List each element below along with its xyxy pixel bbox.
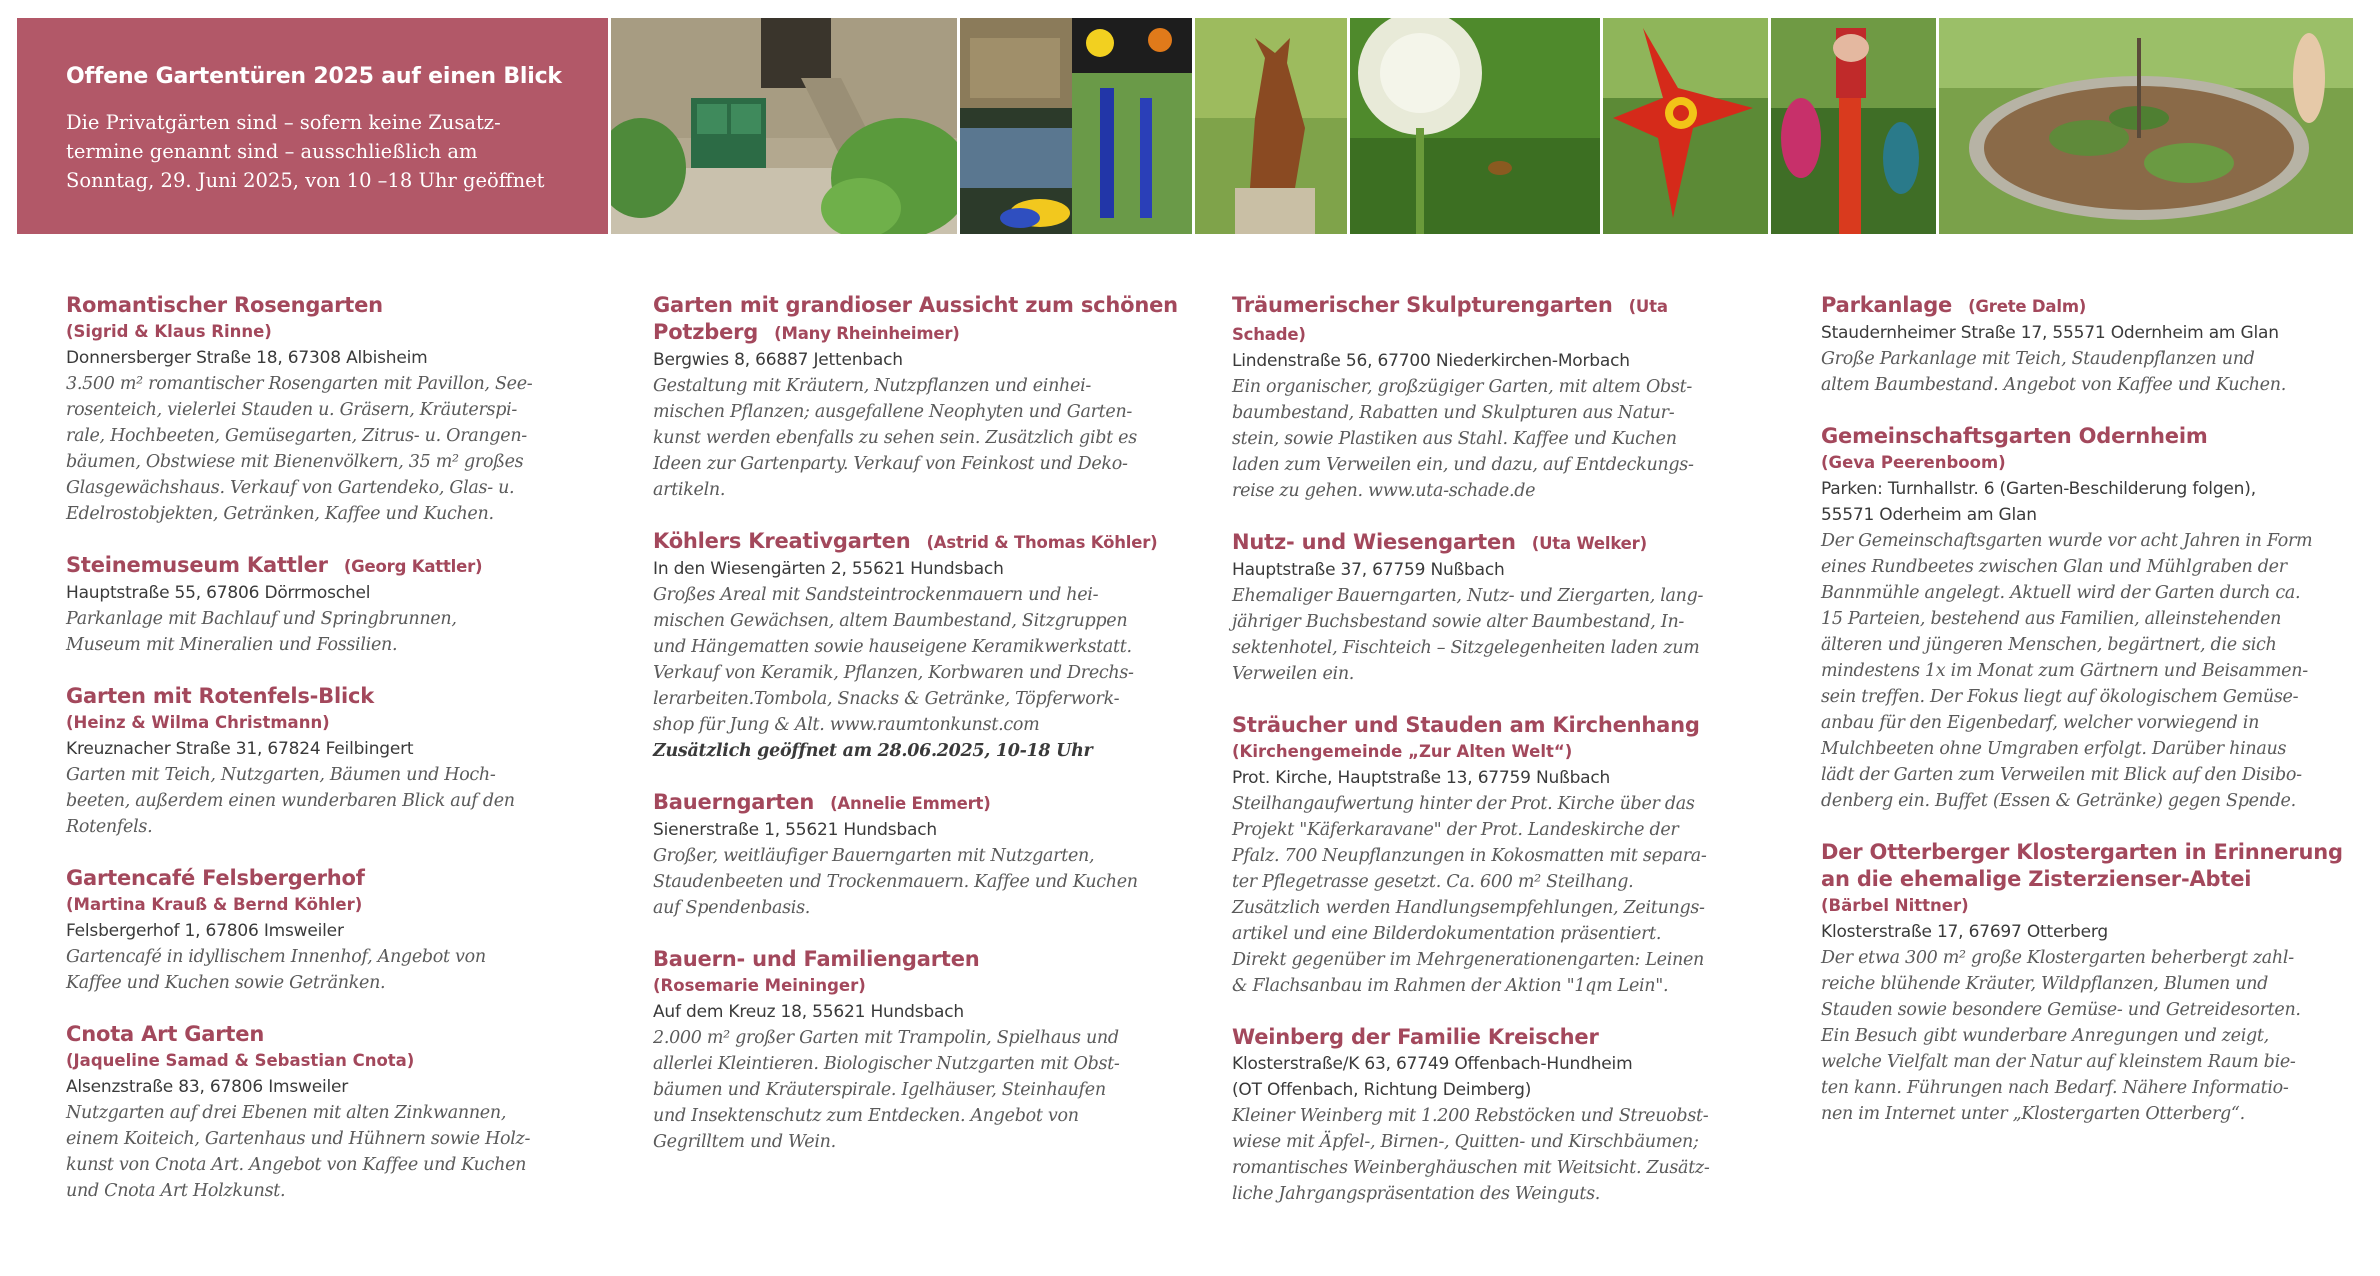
garden-description: 3.500 m² romantischer Rosengarten mit Pavillon, See- rosenteich, vielerlei Stauden u. Gräsern, Kräuterspi- rale, Hochbeeten, Gemüsegarten, Zitrus- u. Orangen- bäumen, Obstwiese mit Bienenvölkern, 35 m² großes Glasgewächshaus. Verkauf von Gartendeko, Glas- u. Edelrostobjekten, Getränken, Kaffee und Kuchen.	[66, 374, 533, 524]
garden-owner: (Rosemarie Meininger)	[653, 976, 866, 995]
garden-description: Der etwa 300 m² große Klostergarten beherbergt zahl- reiche blühende Kräuter, Wildpflanzen, Blumen und Stauden sowie besondere Gemüse- und Getreidesorten. Ein Besuch gibt wunderbare Anregungen und zeigt, welche Vielfalt man der Natur auf kleinstem Raum bie- ten kann. Führungen nach Bedarf. Nähere Informatio- nen im Internet unter „Klostergarten Otterberg“.	[1821, 948, 2301, 1124]
garden-entry	[1232, 1024, 1742, 1207]
subtitle-line: Die Privatgärten sind – sofern keine Zusatz-	[66, 111, 501, 134]
garden-description: Ehemaliger Bauerngarten, Nutz- und Ziergarten, lang- jähriger Buchsbestand sowie alter Baumbestand, In- sektenhotel, Fischteich – Sitzgelegenheiten laden zum Verweilen ein.	[1232, 586, 1704, 684]
garden-entry	[1232, 292, 1742, 504]
garden-entry	[66, 865, 566, 996]
garden-title: Köhlers Kreativgarten (Astrid & Thomas Köhler)	[653, 529, 1158, 553]
garden-title: Romantischer Rosengarten	[66, 293, 383, 317]
garden-address: Auf dem Kreuz 18, 55621 Hundsbach	[653, 1002, 964, 1022]
garden-column-1	[66, 292, 566, 1229]
garden-entry	[1821, 292, 2341, 398]
garden-entry	[653, 528, 1173, 764]
garden-column-2	[653, 292, 1178, 1180]
garden-title: Parkanlage (Grete Dalm)	[1821, 293, 2087, 317]
photo-stone-house	[611, 18, 957, 234]
photo-strip	[608, 18, 2363, 234]
garden-entry	[1821, 423, 2341, 814]
garden-address: Parken: Turnhallstr. 6 (Garten-Beschilderung folgen), 55571 Oderheim am Glan	[1821, 479, 2256, 525]
photo-pond-collage	[960, 18, 1192, 234]
garden-entry	[1232, 529, 1742, 687]
garden-owner: (Heinz & Wilma Christmann)	[66, 713, 330, 732]
garden-description: Großer, weitläufiger Bauerngarten mit Nutzgarten, Staudenbeeten und Trockenmauern. Kaffee und Kuchen auf Spendenbasis.	[653, 846, 1138, 918]
garden-description: Kleiner Weinberg mit 1.200 Rebstöcken und Streuobst- wiese mit Äpfel-, Birnen-, Quitten- und Kirschbäumen; romantisches Weinberghäuschen mit Weitsicht. Zusätz- liche Jahrgangspräsentation des Weinguts.	[1232, 1106, 1710, 1204]
opening-hours-note	[66, 108, 578, 195]
garden-entry	[653, 946, 1173, 1155]
garden-description: Parkanlage mit Bachlauf und Springbrunnen, Museum mit Mineralien und Fossilien.	[66, 609, 457, 655]
garden-description: Ein organischer, großzügiger Garten, mit altem Obst- baumbestand, Rabatten und Skulpturen aus Natur- stein, sowie Plastiken aus Stahl. Kaffee und Kuchen laden zum Verweilen ein, und dazu, auf Entdeckungs- reise zu gehen. www.uta-schade.de	[1232, 377, 1694, 501]
garden-column-4	[1821, 292, 2341, 1152]
garden-entry	[653, 292, 1178, 503]
garden-owner: (Annelie Emmert)	[830, 794, 991, 813]
subtitle-line: termine genannt sind – ausschließlich am	[66, 140, 478, 163]
garden-description: Der Gemeinschaftsgarten wurde vor acht Jahren in Form eines Rundbeetes zwischen Glan und Mühlgraben der Bannmühle angelegt. Aktuell wird der Garten durch ca. 15 Parteien, bestehend aus Familien, alleinstehenden älteren und jüngeren Menschen, begärtnert, die sich mindestens 1x im Monat zum Gärtnern und Beisammen- sein treffen. Der Fokus liegt auf ökologischem Gemüse- anbau für den Eigenbedarf, welcher vorwiegend in Mulchbeeten ohne Umgraben erfolgt. Darüber hinaus lädt der Garten zum Verweilen mit Blick auf den Disibo- denberg ein. Buffet (Essen & Getränke) gegen Spende.	[1821, 531, 2313, 811]
garden-address: Bergwies 8, 66887 Jettenbach	[653, 350, 903, 370]
photo-round-garden-bed	[1939, 18, 2353, 234]
garden-address: Felsbergerhof 1, 67806 Imsweiler	[66, 921, 344, 941]
photo-red-sculpture	[1603, 18, 1768, 234]
garden-title: Bauern- und Familiengarten	[653, 947, 980, 971]
garden-title: Nutz- und Wiesengarten (Uta Welker)	[1232, 530, 1647, 554]
garden-address: In den Wiesengärten 2, 55621 Hundsbach	[653, 559, 1004, 579]
garden-address: Hauptstraße 37, 67759 Nußbach	[1232, 560, 1505, 580]
garden-title: Träumerischer Skulpturengarten (Uta Schade)	[1232, 293, 1668, 344]
garden-entry	[1821, 839, 2341, 1127]
garden-description: Gartencafé in idyllischem Innenhof, Angebot von Kaffee und Kuchen sowie Getränken.	[66, 947, 486, 993]
garden-title: Steinemuseum Kattler (Georg Kattler)	[66, 553, 483, 577]
garden-owner: (Astrid & Thomas Köhler)	[926, 533, 1158, 552]
subtitle-line: Sonntag, 29. Juni 2025, von 10 –18 Uhr geöffnet	[66, 169, 545, 192]
garden-title: Bauerngarten (Annelie Emmert)	[653, 790, 991, 814]
photo-figure-sculpture	[1771, 18, 1936, 234]
garden-description: Großes Areal mit Sandsteintrockenmauern und hei- mischen Gewächsen, altem Baumbestand, Sitzgruppen und Hängematten sowie hauseigene Keramikwerkstatt. Verkauf von Keramik, Pflanzen, Korbwaren und Drechs- lerarbeiten.Tombola, Snacks & Getränke, Töpferwork- shop für Jung & Alt. www.raumtonkunst.com	[653, 585, 1134, 735]
garden-entry	[66, 1021, 566, 1204]
garden-owner: (Georg Kattler)	[343, 557, 483, 576]
garden-owner: (Uta Welker)	[1531, 534, 1647, 553]
garden-address: Hauptstraße 55, 67806 Dörrmoschel	[66, 583, 371, 603]
garden-description: Steilhangaufwertung hinter der Prot. Kirche über das Projekt "Käferkaravane" der Prot. Landeskirche der Pfalz. 700 Neupflanzungen in Kokosmatten mit separa- ter Pflegetrasse gesetzt. Ca. 600 m² Steilhang. Zusätzlich werden Handlungsempfehlungen, Zeitungs- artikel und eine Bilderdokumentation präsentiert. Direkt gegenüber im Mehrgenerationengarten: Leinen & Flachsanbau im Rahmen der Aktion "1qm Lein".	[1232, 794, 1707, 996]
garden-address: Lindenstraße 56, 67700 Niederkirchen-Morbach	[1232, 351, 1630, 371]
photo-allium-bee	[1350, 18, 1600, 234]
garden-title: Der Otterberger Klostergarten in Erinnerung an die ehemalige Zisterzienser-Abtei	[1821, 840, 2343, 891]
garden-address: Kreuznacher Straße 31, 67824 Feilbingert	[66, 739, 414, 759]
garden-description: Nutzgarten auf drei Ebenen mit alten Zinkwannen, einem Koiteich, Gartenhaus und Hühnern sowie Holz- kunst von Cnota Art. Angebot von Kaffee und Kuchen und Cnota Art Holzkunst.	[66, 1103, 531, 1201]
garden-owner: (Jaqueline Samad & Sebastian Cnota)	[66, 1051, 415, 1070]
garden-address: Klosterstraße 17, 67697 Otterberg	[1821, 922, 2108, 942]
garden-description: Große Parkanlage mit Teich, Staudenpflanzen und altem Baumbestand. Angebot von Kaffee und Kuchen.	[1821, 349, 2286, 395]
garden-title: Cnota Art Garten	[66, 1022, 265, 1046]
banner-text-box	[17, 18, 608, 234]
garden-address: Staudernheimer Straße 17, 55571 Odernheim am Glan	[1821, 323, 2279, 343]
garden-owner: (Geva Peerenboom)	[1821, 453, 2006, 472]
garden-title: Weinberg der Familie Kreischer	[1232, 1025, 1599, 1049]
garden-column-3	[1232, 292, 1742, 1232]
page-title: Offene Gartentüren 2025 auf einen Blick	[66, 64, 562, 89]
garden-entry	[1232, 712, 1742, 999]
garden-address: Klosterstraße/K 63, 67749 Offenbach-Hundheim (OT Offenbach, Richtung Deimberg)	[1232, 1054, 1633, 1100]
garden-address: Alsenzstraße 83, 67806 Imsweiler	[66, 1077, 349, 1097]
garden-entry	[66, 552, 566, 658]
garden-description: Gestaltung mit Kräutern, Nutzpflanzen und einhei- mischen Pflanzen; ausgefallene Neophyten und Garten- kunst werden ebenfalls zu sehen sein. Zusätzlich gibt es Ideen zur Gartenparty. Verkauf von Feinkost und Deko- artikeln.	[653, 376, 1137, 500]
photo-cat-sculpture	[1195, 18, 1347, 234]
garden-entry	[66, 292, 566, 527]
garden-title: Sträucher und Stauden am Kirchenhang	[1232, 713, 1700, 737]
garden-owner: (Bärbel Nittner)	[1821, 896, 1969, 915]
garden-title: Gemeinschaftsgarten Odernheim	[1821, 424, 2208, 448]
garden-description: Garten mit Teich, Nutzgarten, Bäumen und Hoch- beeten, außerdem einen wunderbaren Blick auf den Rotenfels.	[66, 765, 515, 837]
garden-entry	[653, 789, 1173, 921]
garden-owner: (Many Rheinheimer)	[774, 324, 960, 343]
garden-title: Garten mit grandioser Aussicht zum schönen Potzberg (Many Rheinheimer)	[653, 293, 1178, 344]
garden-owner: (Grete Dalm)	[1968, 297, 2087, 316]
garden-address: Donnersberger Straße 18, 67308 Albisheim	[66, 348, 428, 368]
garden-address: Prot. Kirche, Hauptstraße 13, 67759 Nußbach	[1232, 768, 1611, 788]
garden-description: 2.000 m² großer Garten mit Trampolin, Spielhaus und allerlei Kleintieren. Biologischer Nutzgarten mit Obst- bäumen und Kräuterspirale. Igelhäuser, Steinhaufen und Insektenschutz zum Entdecken. Angebot von Gegrilltem und Wein.	[653, 1028, 1120, 1152]
garden-address: Sienerstraße 1, 55621 Hundsbach	[653, 820, 937, 840]
garden-title: Garten mit Rotenfels-Blick	[66, 684, 374, 708]
garden-owner: (Sigrid & Klaus Rinne)	[66, 322, 272, 341]
garden-entry	[66, 683, 566, 840]
garden-owner: (Uta Schade)	[1232, 297, 1668, 344]
garden-owner: (Kirchengemeinde „Zur Alten Welt“)	[1232, 742, 1573, 761]
header-banner	[17, 18, 2363, 234]
additional-opening-date: Zusätzlich geöffnet am 28.06.2025, 10-18 Uhr	[653, 741, 1093, 761]
garden-title: Gartencafé Felsbergerhof	[66, 866, 365, 890]
garden-owner: (Martina Krauß & Bernd Köhler)	[66, 895, 363, 914]
